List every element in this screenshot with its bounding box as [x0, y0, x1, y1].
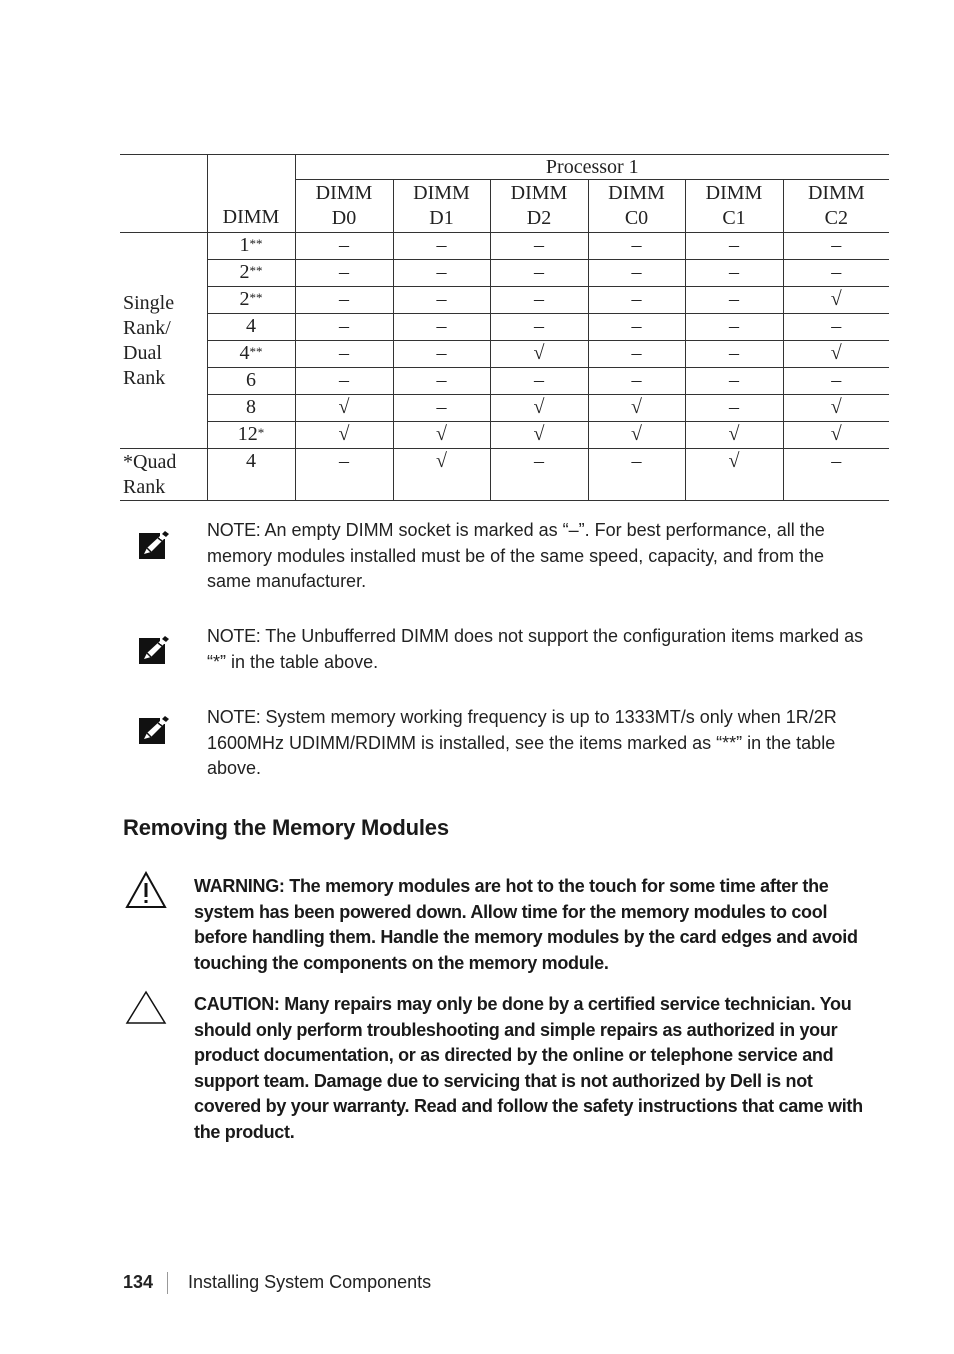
slot-cell: – [490, 449, 588, 501]
slot-cell: – [393, 341, 490, 368]
slot-cell: – [783, 260, 889, 287]
dimm-count: 4 [246, 315, 256, 337]
dimm-count: 1 [239, 234, 250, 256]
slot-cell: – [685, 287, 783, 314]
dimm-configuration-table [120, 154, 889, 501]
slot-cell: √ [393, 449, 490, 501]
warning-text: WARNING: The memory modules are hot to the touch for some time after the system has been powered down. Allow time for the memory modules to cool before handling them. Handle the memory modules by the card edges and avoid touching the components on the memory module. [194, 876, 858, 973]
rank-label-line: Dual [123, 341, 162, 364]
slot-cell: – [490, 260, 588, 287]
column-header-c1: DIMM C1 [685, 180, 783, 233]
table-row [120, 395, 889, 422]
slot-cell: √ [783, 341, 889, 368]
note-body: An empty DIMM socket is marked as “–”. For best performance, all the memory modules installed must be of the same speed, capacity, and from the same manufacturer. [207, 520, 825, 591]
footnote-mark: ** [249, 290, 263, 305]
column-header-d2: DIMM D2 [490, 180, 588, 233]
processor-header: Processor 1 [295, 155, 889, 180]
slot-cell: √ [490, 422, 588, 449]
corner-cell-lower [120, 180, 207, 233]
slot-cell: √ [490, 341, 588, 368]
quad-rank-label [120, 449, 207, 501]
caution-triangle-icon [125, 990, 167, 1028]
slot-cell: – [685, 395, 783, 422]
slot-cell: – [393, 287, 490, 314]
slot-cell: – [588, 287, 685, 314]
chapter-title: Installing System Components [188, 1272, 432, 1292]
warning-triangle-icon [125, 871, 167, 909]
slot-cell: – [685, 368, 783, 395]
table-row [120, 314, 889, 341]
dimm-count-cell [207, 260, 295, 287]
footnote-mark: ** [249, 344, 263, 359]
slot-cell: – [783, 449, 889, 501]
dimm-count-cell [207, 368, 295, 395]
footnote-mark: ** [249, 236, 263, 251]
dimm-count: 2 [239, 288, 250, 310]
rank-label-line: Single [123, 291, 175, 314]
slot-cell: – [295, 449, 393, 501]
table-row [120, 341, 889, 368]
slot-cell: – [393, 368, 490, 395]
slot-cell: √ [295, 395, 393, 422]
slot-cell: √ [685, 422, 783, 449]
slot-cell: – [588, 341, 685, 368]
column-header-c0: DIMM C0 [588, 180, 685, 233]
slot-cell: – [588, 233, 685, 260]
column-header-d0: DIMM D0 [295, 180, 393, 233]
slot-cell: – [295, 368, 393, 395]
slot-cell: √ [588, 395, 685, 422]
footnote-mark: * [257, 425, 265, 440]
slot-cell: – [295, 314, 393, 341]
section-heading: Removing the Memory Modules [123, 815, 449, 840]
note-body: System memory working frequency is up to 1333MT/s only when 1R/2R 1600MHz UDIMM/RDIMM is installed, see the items marked as “**” in the table above. [207, 707, 837, 778]
note-pencil-icon [138, 636, 170, 666]
slot-cell: – [490, 314, 588, 341]
slot-cell: – [490, 287, 588, 314]
slot-cell: √ [490, 395, 588, 422]
rank-label-line: Rank [123, 476, 166, 498]
slot-cell: – [295, 341, 393, 368]
corner-cell [120, 155, 207, 180]
slot-cell: √ [295, 422, 393, 449]
slot-cell: – [588, 260, 685, 287]
slot-cell: – [393, 314, 490, 341]
dimm-count-cell [207, 395, 295, 422]
table-row [120, 422, 889, 449]
slot-cell: √ [588, 422, 685, 449]
dimm-count: 12 [237, 423, 258, 445]
slot-cell: – [588, 449, 685, 501]
dimm-count-cell [207, 422, 295, 449]
rank-label-line: *Quad [123, 451, 177, 473]
table-row [120, 233, 889, 260]
slot-cell: – [393, 233, 490, 260]
slot-cell: – [588, 368, 685, 395]
dimm-count-cell [207, 341, 295, 368]
table-row [120, 260, 889, 287]
footnote-mark: ** [249, 263, 263, 278]
rank-group-label [120, 233, 207, 449]
slot-cell: – [685, 233, 783, 260]
slot-cell: – [295, 260, 393, 287]
column-header-d1: DIMM D1 [393, 180, 490, 233]
column-header-c2: DIMM C2 [783, 180, 889, 233]
rank-label-line: Rank/ [123, 316, 171, 339]
dimm-count-cell [207, 233, 295, 260]
note-3 [207, 705, 872, 782]
slot-cell: √ [685, 449, 783, 501]
slot-cell: – [783, 233, 889, 260]
table-row [120, 449, 889, 501]
slot-cell: – [393, 395, 490, 422]
page-footer [123, 1272, 431, 1294]
slot-cell: – [588, 314, 685, 341]
dimm-count-cell: 4 [207, 449, 295, 501]
note-pencil-icon [138, 531, 170, 561]
slot-cell: – [393, 260, 490, 287]
page-number: 134 [123, 1272, 154, 1292]
slot-cell: – [490, 368, 588, 395]
dimm-count: 8 [246, 396, 256, 418]
note-label: NOTE: [207, 520, 261, 540]
note-label: NOTE: [207, 707, 261, 727]
slot-cell: – [783, 368, 889, 395]
dimm-count: 6 [246, 369, 256, 391]
dimm-count-cell [207, 287, 295, 314]
slot-cell: – [685, 341, 783, 368]
slot-cell: – [685, 314, 783, 341]
slot-cell: – [685, 260, 783, 287]
dimm-count-header: DIMM [207, 155, 295, 233]
caution-text: CAUTION: Many repairs may only be done by a certified service technician. You should only perform troubleshooting and simple repairs as authorized in your product documentation, or as directed by the online or telephone service and support team. Damage due to servicing that is not authorized by Dell is not covered by your warranty. Read and follow the safety instructions that came with the product. [194, 994, 863, 1142]
note-label: NOTE: [207, 626, 261, 646]
note-pencil-icon [138, 716, 170, 746]
slot-cell: – [490, 233, 588, 260]
slot-cell: √ [783, 422, 889, 449]
slot-cell: – [295, 287, 393, 314]
footer-divider [167, 1272, 168, 1294]
note-2 [207, 624, 872, 675]
slot-cell: √ [783, 287, 889, 314]
note-1 [207, 518, 872, 595]
dimm-count: 4 [239, 342, 250, 364]
dimm-count-cell [207, 314, 295, 341]
table-row [120, 287, 889, 314]
slot-cell: – [295, 233, 393, 260]
dimm-count: 2 [239, 261, 250, 283]
slot-cell: – [783, 314, 889, 341]
note-body: The Unbufferred DIMM does not support the configuration items marked as “*” in the table above. [207, 626, 864, 672]
slot-cell: √ [393, 422, 490, 449]
rank-label-line: Rank [123, 366, 166, 389]
table-row [120, 368, 889, 395]
slot-cell: √ [783, 395, 889, 422]
